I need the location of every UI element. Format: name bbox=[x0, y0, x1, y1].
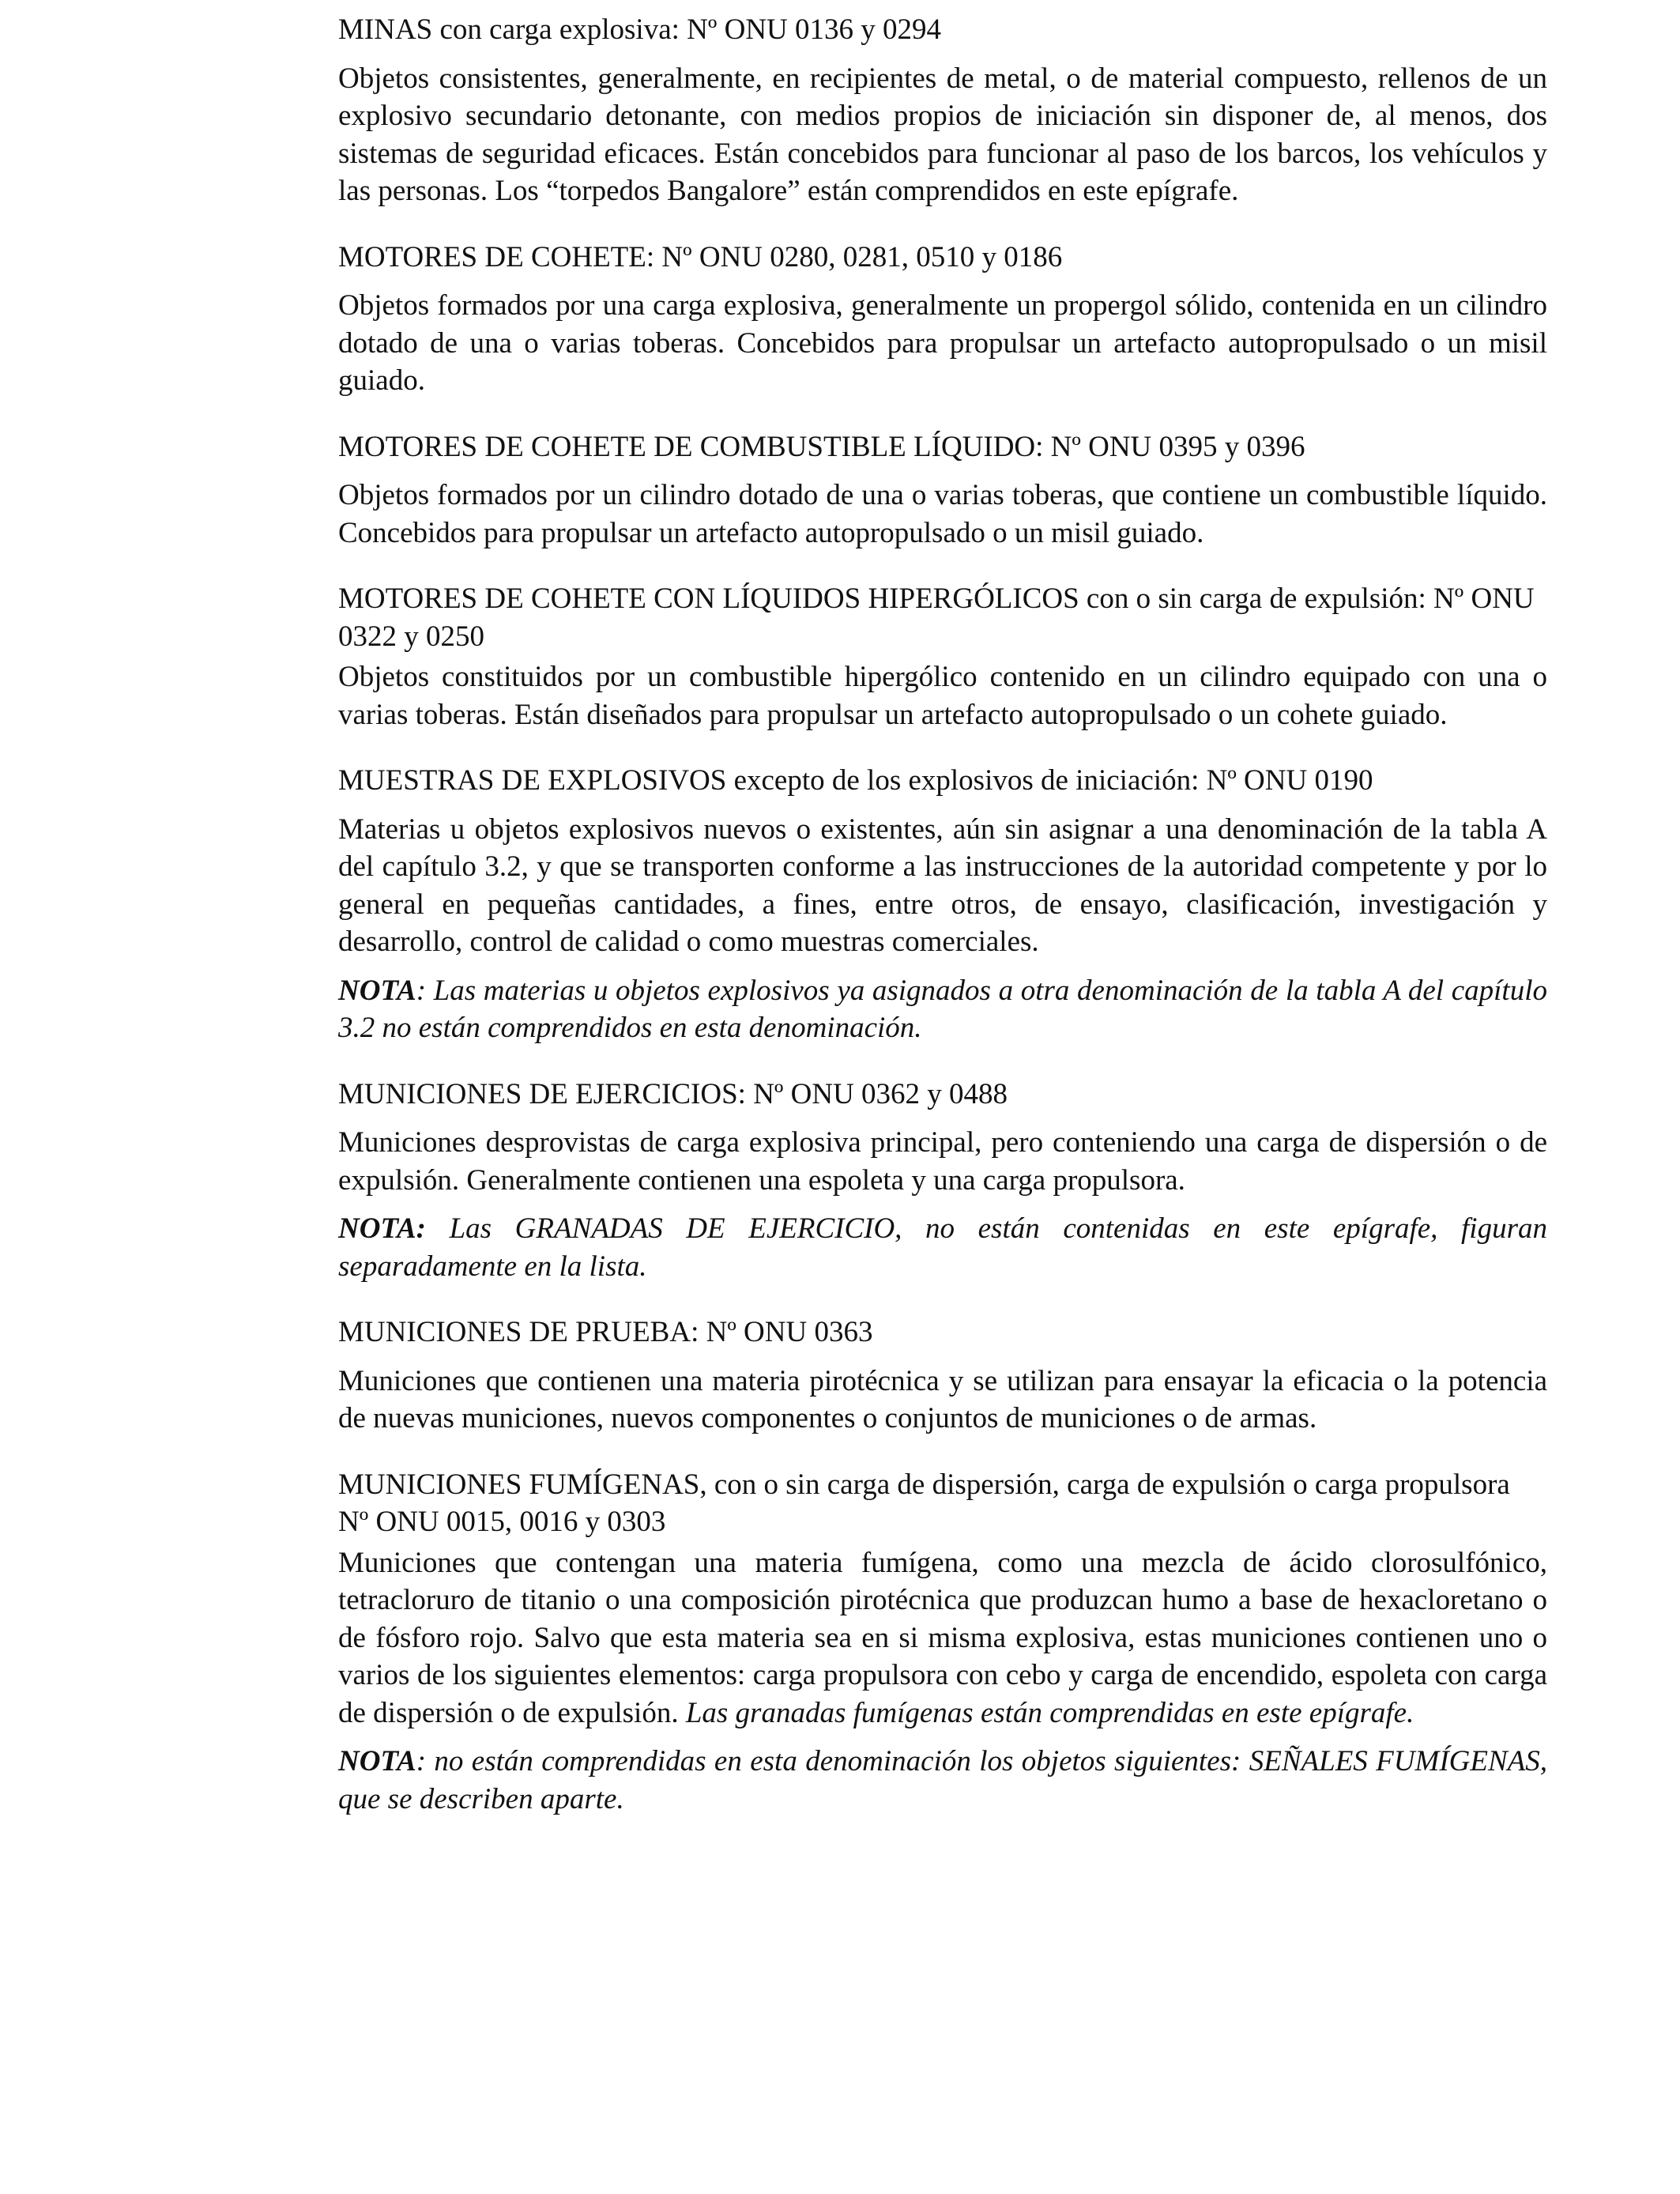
entry-body: Objetos constituidos por un combustible hipergólico contenido en un cilindro equipado con una o varias toberas. Están diseñados para propulsar un artefacto autopropulsado o un cohete guiado. bbox=[338, 661, 1547, 731]
entry-heading: MUNICIONES DE PRUEBA: Nº ONU 0363 bbox=[338, 1316, 873, 1348]
entry-body: Objetos consistentes, generalmente, en recipientes de metal, o de material compuesto, rellenos de un explosivo secundario detonante, con medios propios de iniciación sin disponer de, al menos, dos sistemas de seguridad eficaces. Están concebidos para funcionar al paso de los barcos, los vehículos y las personas. Los “torpedos Bangalore” están comprendidos en este epígrafe. bbox=[338, 62, 1547, 207]
entry-body: Objetos formados por un cilindro dotado de una o varias toberas, que contiene un combustible líquido. Concebidos para propulsar un artefacto autopropulsado o un misil guiado. bbox=[338, 479, 1547, 549]
entry-note bbox=[338, 1210, 1547, 1285]
entry-body: Municiones desprovistas de carga explosiva principal, pero conteniendo una carga de dispersión o de expulsión. Generalmente contienen una espoleta y una carga propulsora. bbox=[338, 1126, 1547, 1197]
entry-motores-combustible-liquido bbox=[338, 428, 1547, 552]
entry-heading: MUESTRAS DE EXPLOSIVOS excepto de los explosivos de iniciación: Nº ONU 0190 bbox=[338, 764, 1373, 797]
entry-heading: MUNICIONES DE EJERCICIOS: Nº ONU 0362 y 0488 bbox=[338, 1077, 1008, 1110]
entry-municiones-prueba bbox=[338, 1314, 1547, 1438]
entry-note bbox=[338, 972, 1547, 1047]
entry-muestras-explosivos bbox=[338, 762, 1547, 1047]
entry-minas bbox=[338, 11, 1547, 210]
note-text: Las GRANADAS DE EJERCICIO, no están contenidas en este epígrafe, figuran separadamente en la lista. bbox=[338, 1212, 1547, 1283]
entry-body: Objetos formados por una carga explosiva, generalmente un propergol sólido, contenida en un cilindro dotado de una o varias toberas. Concebidos para propulsar un artefacto autopropulsado o un misil guiado. bbox=[338, 289, 1547, 397]
entry-heading: MUNICIONES FUMÍGENAS, con o sin carga de dispersión, carga de expulsión o carga propulsora Nº ONU 0015, 0016 y 0303 bbox=[338, 1468, 1510, 1538]
entry-municiones-fumigenas bbox=[338, 1466, 1547, 1819]
note-label: NOTA bbox=[338, 974, 416, 1007]
entry-body: Materias u objetos explosivos nuevos o existentes, aún sin asignar a una denominación de la tabla A del capítulo 3.2, y que se transporten conforme a las instrucciones de la autoridad competente y por lo general en pequeñas cantidades, a fines, entre otros, de ensayo, clasificación, investigación y desarrollo, control de calidad o como muestras comerciales. bbox=[338, 812, 1547, 958]
entry-body: Municiones que contienen una materia pirotécnica y se utilizan para ensayar la eficacia o la potencia de nuevas municiones, nuevos componentes o conjuntos de municiones o de armas. bbox=[338, 1364, 1547, 1434]
entry-heading: MOTORES DE COHETE DE COMBUSTIBLE LÍQUIDO: Nº ONU 0395 y 0396 bbox=[338, 430, 1305, 463]
note-label: NOTA: bbox=[338, 1212, 426, 1245]
note-text: : no están comprendidas en esta denominación los objetos siguientes: SEÑALES FUMÍGENAS, que se describen aparte. bbox=[338, 1745, 1547, 1815]
entry-heading: MOTORES DE COHETE CON LÍQUIDOS HIPERGÓLICOS con o sin carga de expulsión: Nº ONU 0322 y 0250 bbox=[338, 582, 1535, 653]
entry-motores-cohete bbox=[338, 239, 1547, 400]
body-text: Municiones que contengan una materia fumígena, como una mezcla de ácido clorosulfónico, tetracloruro de titanio o una composición pirotécnica que produzcan humo a base de hexacloretano o de fósforo rojo. Salvo que esta materia sea en si misma explosiva, estas municiones contienen uno o varios de los siguientes elementos: carga propulsora con cebo y carga de encendido, espoleta con carga de dispersión o de expulsión. bbox=[338, 1546, 1547, 1729]
entry-note bbox=[338, 1743, 1547, 1818]
entry-heading: MINAS con carga explosiva: Nº ONU 0136 y 0294 bbox=[338, 13, 942, 46]
entry-motores-hipergolicos bbox=[338, 580, 1547, 733]
document-page bbox=[338, 11, 1547, 1818]
entry-heading: MOTORES DE COHETE: Nº ONU 0280, 0281, 0510 y 0186 bbox=[338, 240, 1063, 273]
note-label: NOTA bbox=[338, 1745, 416, 1777]
body-italic-text: Las granadas fumígenas están comprendidas en este epígrafe. bbox=[678, 1696, 1414, 1729]
entry-body bbox=[338, 1544, 1547, 1732]
note-text: : Las materias u objetos explosivos ya asignados a otra denominación de la tabla A del capítulo 3.2 no están comprendidos en esta denominación. bbox=[338, 974, 1547, 1044]
entry-municiones-ejercicios bbox=[338, 1076, 1547, 1286]
